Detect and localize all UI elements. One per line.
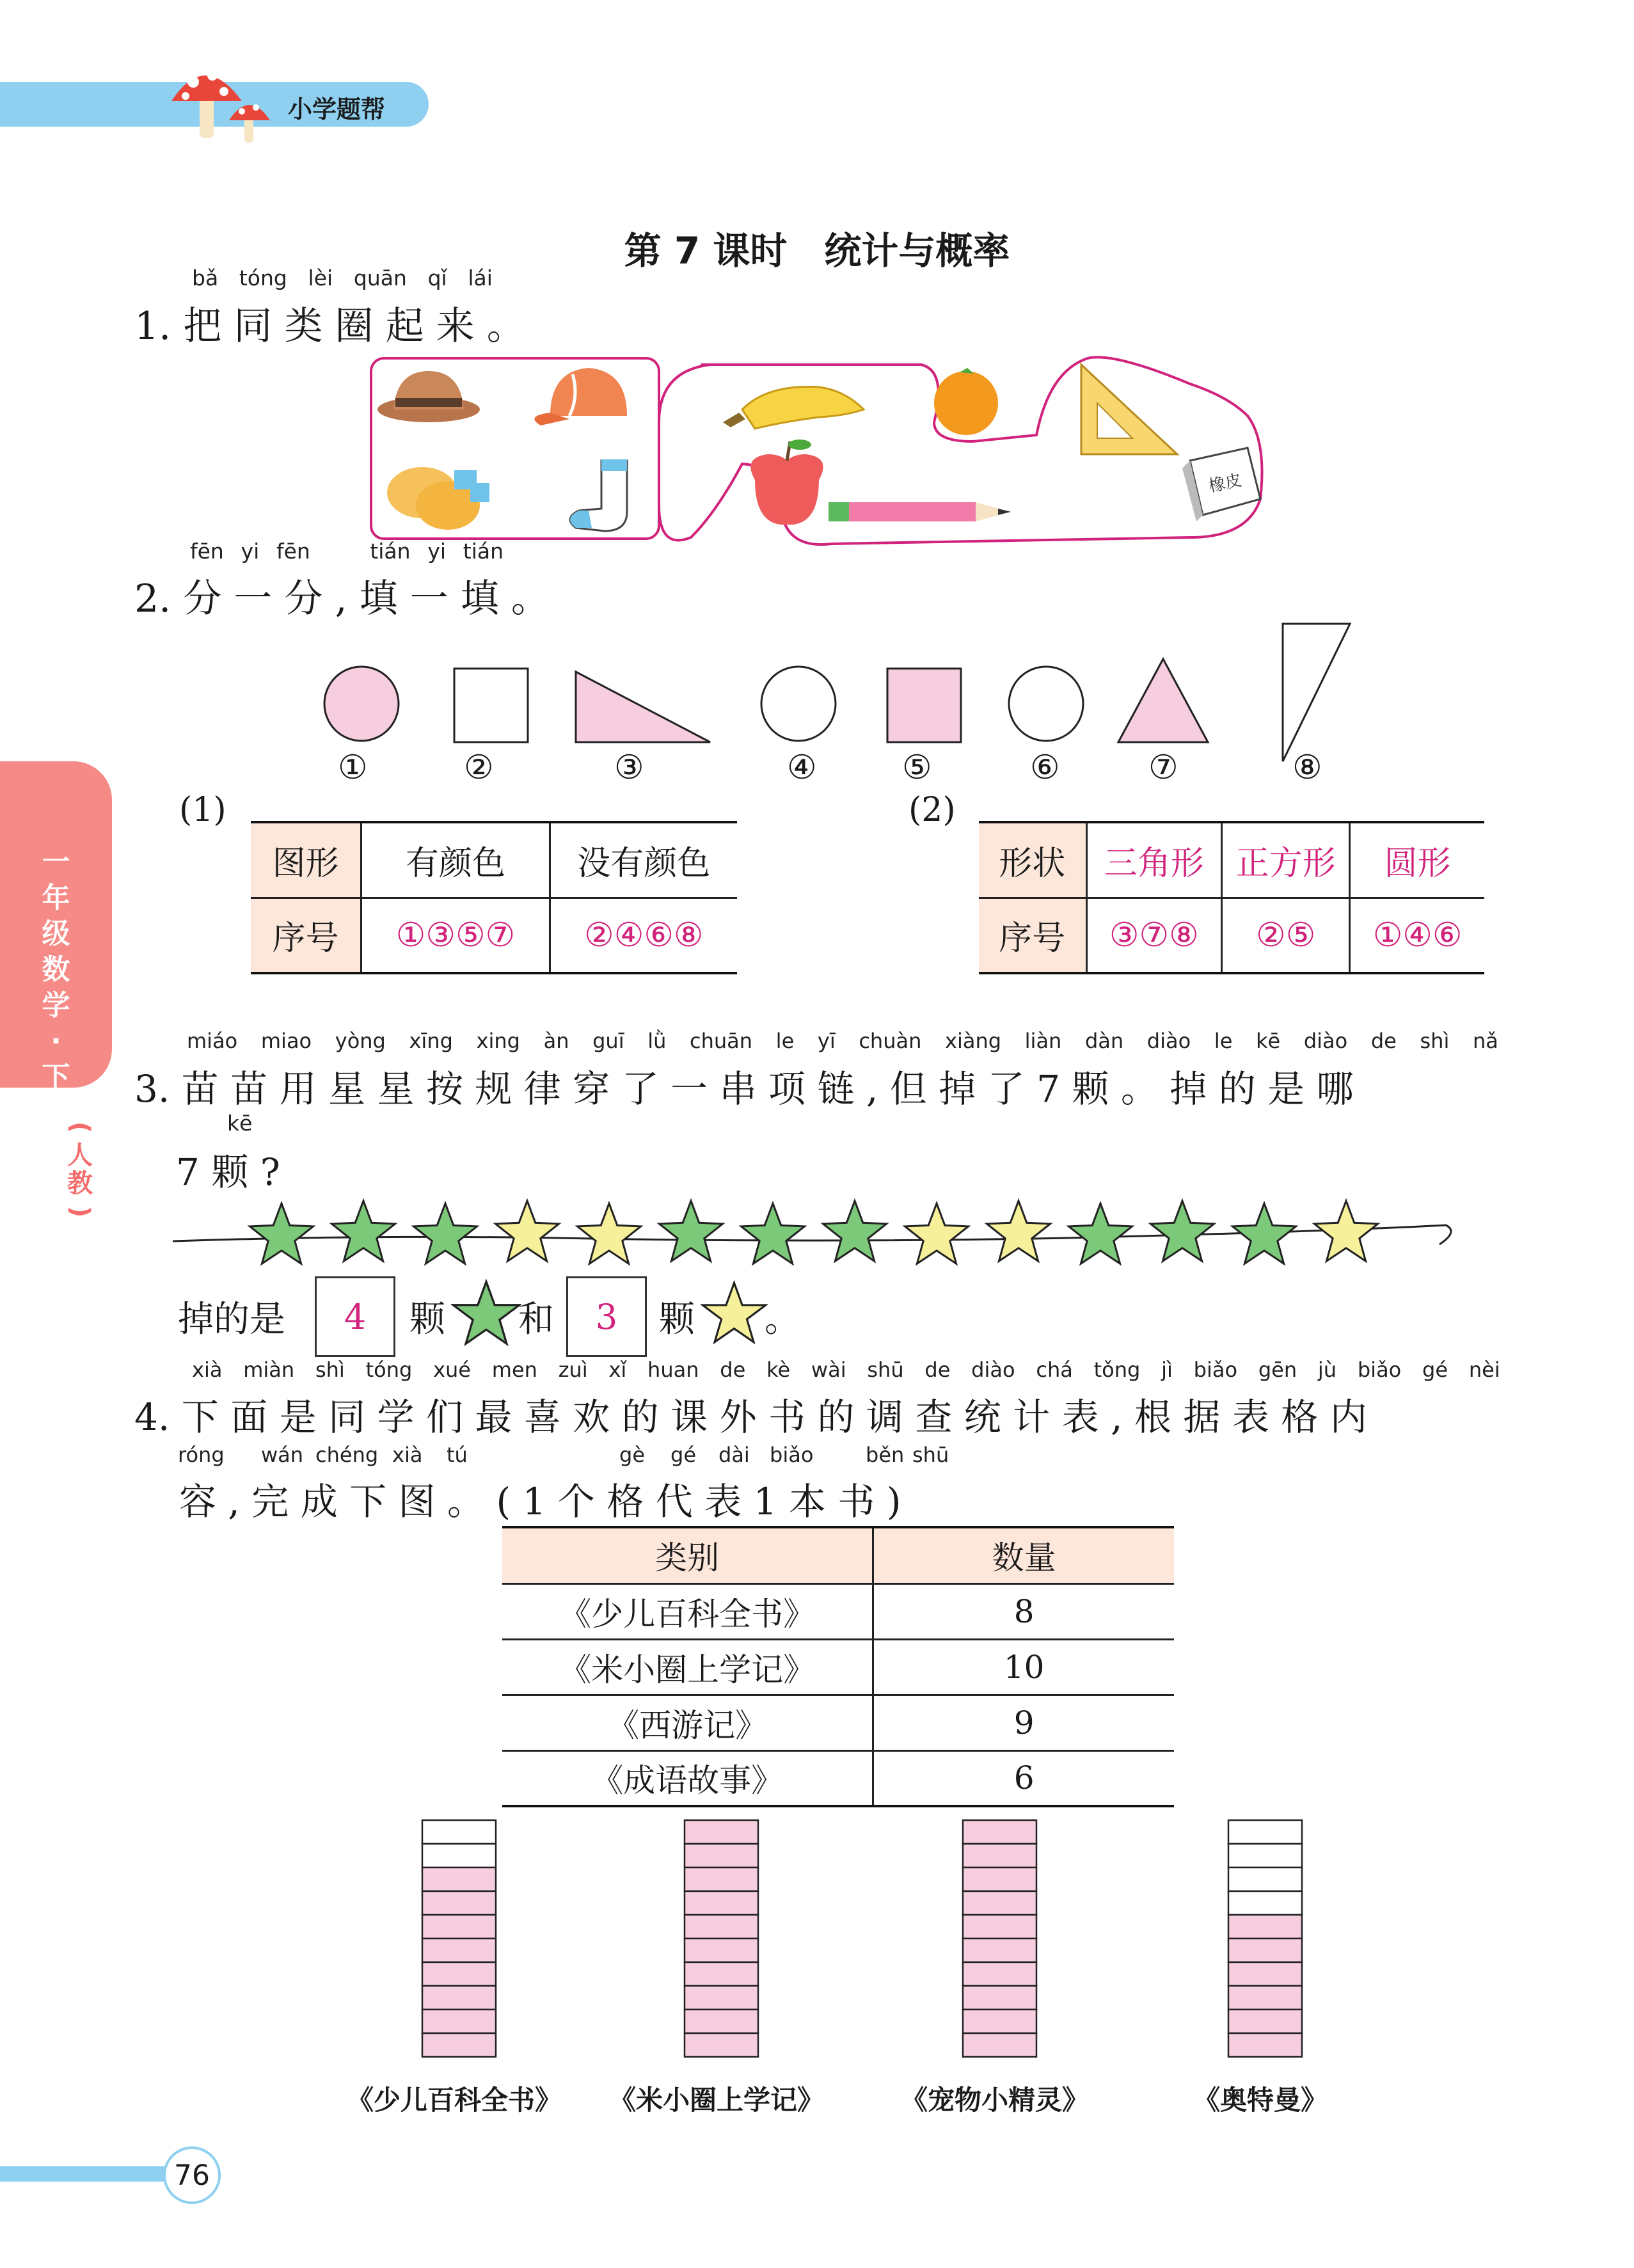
shape-4-circle bbox=[761, 667, 836, 741]
filled-cell bbox=[1228, 1915, 1302, 1939]
filled-cell bbox=[963, 1820, 1036, 1844]
q2-text: 2. 分 一 分 , 填 一 填 。 bbox=[134, 576, 550, 621]
part1-table bbox=[251, 821, 737, 974]
empty-cell bbox=[1228, 1844, 1302, 1868]
shape-3-triangle bbox=[576, 672, 710, 742]
filled-cell bbox=[963, 1891, 1036, 1915]
book-name: 《西游记》 bbox=[502, 1695, 873, 1750]
part2-header-shape: 形状 bbox=[979, 822, 1086, 898]
yellow-star-icon bbox=[701, 1280, 768, 1347]
q3-mid3: 颗 bbox=[659, 1299, 695, 1340]
filled-cell bbox=[963, 2010, 1036, 2033]
q3-pinyin-line2: kē bbox=[227, 1111, 253, 1136]
filled-cell bbox=[963, 1915, 1036, 1939]
chart-category-label: 《宠物小精灵》 bbox=[900, 2084, 1089, 2116]
part2-table bbox=[979, 821, 1484, 974]
shape-2-square bbox=[454, 669, 528, 742]
svg-text:橡皮: 橡皮 bbox=[1207, 470, 1244, 496]
books-header-category: 类别 bbox=[502, 1527, 873, 1583]
q3-line2: 7 颗 ? bbox=[176, 1150, 280, 1194]
book-count: 6 bbox=[873, 1750, 1174, 1806]
filled-cell bbox=[685, 1844, 758, 1868]
filled-cell bbox=[685, 1891, 758, 1915]
part1-label: (1) bbox=[179, 791, 226, 829]
empty-cell bbox=[1228, 1868, 1302, 1891]
filled-cell bbox=[1228, 1962, 1302, 1986]
banana-icon bbox=[723, 386, 864, 429]
empty-cell bbox=[1228, 1820, 1302, 1844]
part2-header-circle: 圆形 bbox=[1350, 822, 1484, 898]
part2-header-square: 正方形 bbox=[1222, 822, 1350, 898]
part2-answer-triangle: ③⑦⑧ bbox=[1086, 898, 1222, 973]
filled-cell bbox=[685, 2033, 758, 2057]
filled-cell bbox=[1228, 1939, 1302, 1962]
filled-cell bbox=[422, 1986, 496, 2010]
green-star-icon bbox=[414, 1203, 477, 1264]
eraser-icon bbox=[1182, 448, 1260, 521]
part2-label: (2) bbox=[908, 791, 956, 829]
brand-label: 小学题帮 bbox=[288, 95, 386, 123]
filled-cell bbox=[963, 1962, 1036, 1986]
green-star-icon bbox=[332, 1201, 395, 1261]
yellow-star-icon bbox=[496, 1201, 559, 1261]
chart-category-label: 《奥特曼》 bbox=[1193, 2084, 1328, 2116]
empty-cell bbox=[422, 1844, 496, 1868]
part2-row-label: 序号 bbox=[979, 898, 1086, 973]
filled-cell bbox=[685, 1915, 758, 1939]
shape-8-triangle bbox=[1283, 624, 1350, 761]
filled-cell bbox=[422, 1962, 496, 1986]
filled-cell bbox=[1228, 2033, 1302, 2057]
filled-cell bbox=[422, 1868, 496, 1891]
filled-cell bbox=[685, 2010, 758, 2033]
part1-row-label: 序号 bbox=[251, 898, 361, 973]
filled-cell bbox=[685, 1986, 758, 2010]
sidebar-grade: 一 年 级 数 学 · 下 bbox=[42, 846, 70, 1093]
shape-6-circle bbox=[1009, 667, 1083, 741]
q1-pinyin: bǎ tóng lèi quān qǐ lái bbox=[192, 266, 493, 290]
shape-5-square bbox=[887, 669, 961, 742]
yellow-count-box[interactable]: 3 bbox=[566, 1276, 647, 1357]
bar-column bbox=[685, 1820, 758, 2057]
sock-icon bbox=[570, 459, 627, 531]
green-star-icon bbox=[1151, 1201, 1214, 1261]
green-star-icon bbox=[451, 1278, 521, 1349]
q2-pinyin: fēn yi fēn tián yi tián bbox=[190, 539, 504, 564]
filled-cell bbox=[963, 1844, 1036, 1868]
green-star-icon bbox=[250, 1203, 313, 1264]
cap-icon bbox=[534, 368, 627, 425]
empty-cell bbox=[422, 1820, 496, 1844]
book-count: 9 bbox=[873, 1695, 1174, 1750]
books-table bbox=[502, 1526, 1174, 1807]
book-count: 8 bbox=[873, 1583, 1174, 1639]
green-star-icon bbox=[823, 1201, 887, 1261]
q3-answer-prefix: 掉的是 bbox=[178, 1299, 285, 1340]
filled-cell bbox=[422, 1939, 496, 1962]
chart-category-label: 《少儿百科全书》 bbox=[346, 2084, 562, 2116]
q4-line1: 4. 下 面 是 同 学 们 最 喜 欢 的 课 外 书 的 调 查 统 计 表 , 根 据 表 格 内 bbox=[134, 1395, 1367, 1439]
shape-1-circle bbox=[324, 667, 399, 741]
shape-7-triangle bbox=[1118, 659, 1208, 742]
part2-header-triangle: 三角形 bbox=[1086, 822, 1222, 898]
books-header-count: 数量 bbox=[873, 1527, 1174, 1583]
filled-cell bbox=[1228, 2010, 1302, 2033]
bar-column bbox=[963, 1820, 1036, 2057]
part1-answer-uncolored: ②④⑥⑧ bbox=[550, 898, 737, 973]
q1-illustration bbox=[358, 345, 1318, 550]
yellow-star-icon bbox=[578, 1203, 641, 1264]
filled-cell bbox=[963, 1939, 1036, 1962]
q3-pinyin-line1: miáo miao yòng xīng xing àn guī lǜ chuān le yī chuàn xiàng liàn dàn diào le kē diào de shì nǎ bbox=[187, 1029, 1498, 1053]
filled-cell bbox=[685, 1962, 758, 1986]
q4-line2: 容 , 完 成 下 图 。 ( 1 个 格 代 表 1 本 书 ) bbox=[179, 1480, 901, 1523]
book-name: 《成语故事》 bbox=[502, 1750, 873, 1806]
filled-cell bbox=[963, 1868, 1036, 1891]
bar-chart bbox=[384, 1814, 1408, 2070]
filled-cell bbox=[1228, 1986, 1302, 2010]
filled-cell bbox=[685, 1868, 758, 1891]
shape-labels: ① ② ③ ④ ⑤ ⑥ ⑦ ⑧ bbox=[338, 749, 1322, 787]
part1-header-uncolored: 没有颜色 bbox=[550, 822, 737, 898]
green-star-icon bbox=[1069, 1203, 1132, 1264]
q3-mid2: 和 bbox=[518, 1299, 554, 1340]
apple-icon bbox=[750, 440, 823, 525]
star-necklace bbox=[173, 1187, 1471, 1283]
q3-line1: 3. 苗 苗 用 星 星 按 规 律 穿 了 一 串 项 链 , 但 掉 了 7 颗 。 掉 的 是 哪 bbox=[134, 1067, 1354, 1111]
part2-answer-circle: ①④⑥ bbox=[1350, 898, 1484, 973]
q3-mid1: 颗 bbox=[409, 1299, 445, 1340]
green-star-icon bbox=[660, 1201, 723, 1261]
yellow-star-icon bbox=[905, 1203, 969, 1264]
yellow-star-icon bbox=[987, 1201, 1051, 1261]
bar-column bbox=[422, 1820, 496, 2057]
book-name: 《米小圈上学记》 bbox=[502, 1639, 873, 1695]
chart-category-label: 《米小圈上学记》 bbox=[608, 2084, 824, 2116]
hat-icon bbox=[377, 371, 480, 422]
sidebar-edition: ( 人 教 ) bbox=[65, 1121, 95, 1218]
filled-cell bbox=[422, 2033, 496, 2057]
orange-icon bbox=[934, 368, 998, 435]
empty-cell bbox=[1228, 1891, 1302, 1915]
filled-cell bbox=[422, 1915, 496, 1939]
green-star-icon bbox=[742, 1203, 805, 1264]
page-number: 76 bbox=[163, 2146, 221, 2204]
mushroom-icon bbox=[160, 56, 288, 146]
part1-answer-colored: ①③⑤⑦ bbox=[361, 898, 550, 973]
green-count-box[interactable]: 4 bbox=[315, 1276, 395, 1357]
filled-cell bbox=[963, 1986, 1036, 2010]
page-title: 第 7 课时 统计与概率 bbox=[624, 229, 1010, 273]
set-square-icon bbox=[1081, 365, 1177, 454]
filled-cell bbox=[963, 2033, 1036, 2057]
pencil-icon bbox=[829, 502, 1011, 521]
yellow-star-icon bbox=[1315, 1201, 1378, 1261]
part1-header-shape: 图形 bbox=[251, 822, 361, 898]
bar-column bbox=[1228, 1820, 1302, 2057]
part2-answer-square: ②⑤ bbox=[1222, 898, 1350, 973]
filled-cell bbox=[685, 1820, 758, 1844]
filled-cell bbox=[422, 2010, 496, 2033]
part1-header-colored: 有颜色 bbox=[361, 822, 550, 898]
green-star-icon bbox=[1233, 1203, 1296, 1264]
q4-pinyin-line1: xià miàn shì tóng xué men zuì xǐ huan de kè wài shū de diào chá tǒng jì biǎo gēn jù biǎo gé nèi bbox=[192, 1358, 1500, 1382]
q1-text: 1. 把 同 类 圈 起 来 。 bbox=[134, 304, 525, 349]
book-count: 10 bbox=[873, 1639, 1174, 1695]
gloves-icon bbox=[387, 467, 489, 530]
filled-cell bbox=[422, 1891, 496, 1915]
q3-end: 。 bbox=[765, 1299, 800, 1340]
book-name: 《少儿百科全书》 bbox=[502, 1583, 873, 1639]
filled-cell bbox=[685, 1939, 758, 1962]
